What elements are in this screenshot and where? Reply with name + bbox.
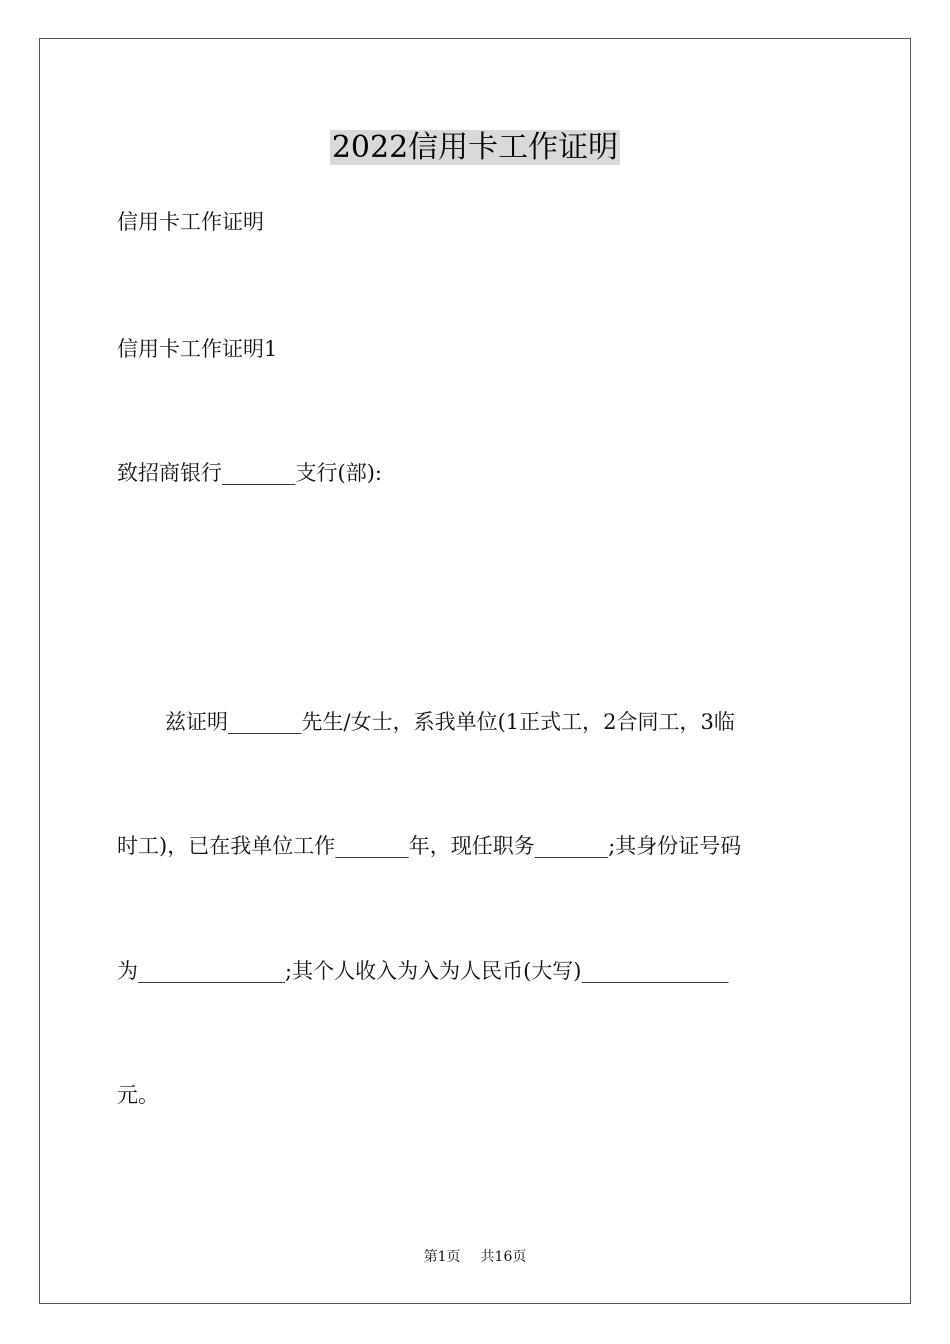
paragraph-heading: 信用卡工作证明 bbox=[117, 210, 264, 234]
paragraph-body-line-4: 元。 bbox=[117, 1083, 159, 1107]
page-number: 第1页 bbox=[423, 1249, 461, 1265]
paragraph-body-line-2: 时工)，已在我单位工作_______年，现任职务_______;其身份证号码 bbox=[117, 834, 742, 858]
paragraph-body-line-1: 兹证明_______先生/女士，系我单位(1正式工，2合同工，3临 bbox=[165, 710, 735, 734]
paragraph-body-line-3: 为______________;其个人收入为入为人民币(大写)______________ bbox=[117, 959, 729, 983]
paragraph-salutation: 致招商银行_______支行(部): bbox=[117, 461, 382, 485]
paragraph-subheading: 信用卡工作证明1 bbox=[117, 337, 278, 361]
page-total: 共16页 bbox=[480, 1249, 527, 1265]
document-title bbox=[0, 128, 950, 168]
document-title-text: 2022信用卡工作证明 bbox=[331, 130, 619, 165]
page-footer bbox=[0, 1247, 950, 1267]
